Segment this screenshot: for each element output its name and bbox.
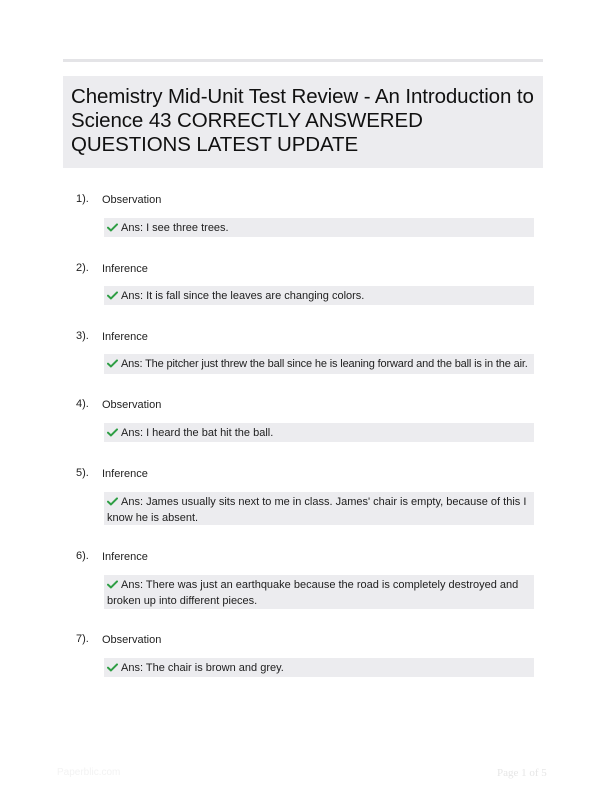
check-icon <box>107 663 118 672</box>
answer-box <box>104 354 534 374</box>
answer-box <box>104 218 534 237</box>
footer-watermark: Paperblic.com <box>57 767 121 778</box>
answer-text: Ans: I heard the bat hit the ball. <box>121 427 274 439</box>
question-prompt: Observation <box>102 634 162 646</box>
check-icon <box>107 580 118 589</box>
question-number: 4). <box>76 398 89 410</box>
answer-box <box>104 286 534 305</box>
title-banner <box>63 76 543 168</box>
page-number: Page 1 of 5 <box>497 767 547 779</box>
answer-box <box>104 423 534 442</box>
question-prompt: Observation <box>102 399 162 411</box>
answer-text: Ans: James usually sits next to me in class. James' chair is empty, because of this I know he is absent. <box>107 496 527 524</box>
top-divider <box>63 59 543 62</box>
answer-text: Ans: It is fall since the leaves are changing colors. <box>121 290 365 302</box>
check-icon <box>107 223 118 232</box>
answer-box <box>104 658 534 677</box>
answer-box <box>104 492 534 525</box>
question-prompt: Observation <box>102 194 162 206</box>
question-number: 7). <box>76 633 89 645</box>
check-icon <box>107 428 118 437</box>
answer-text: Ans: The chair is brown and grey. <box>121 662 284 674</box>
question-number: 1). <box>76 193 89 205</box>
page-title: Chemistry Mid-Unit Test Review - An Introduction to Science 43 CORRECTLY ANSWERED QUESTIONS LATEST UPDATE <box>71 85 534 156</box>
question-number: 2). <box>76 262 89 274</box>
answer-box <box>104 575 534 609</box>
question-prompt: Inference <box>102 263 148 275</box>
question-number: 3). <box>76 330 89 342</box>
question-prompt: Inference <box>102 331 148 343</box>
answer-text: Ans: The pitcher just threw the ball since he is leaning forward and the ball is in the air. <box>121 358 528 370</box>
answer-text: Ans: There was just an earthquake because the road is completely destroyed and broken up into different pieces. <box>107 579 519 607</box>
answer-text: Ans: I see three trees. <box>121 222 229 234</box>
check-icon <box>107 359 118 368</box>
question-prompt: Inference <box>102 468 148 480</box>
question-prompt: Inference <box>102 551 148 563</box>
check-icon <box>107 291 118 300</box>
question-number: 6). <box>76 550 89 562</box>
question-number: 5). <box>76 467 89 479</box>
check-icon <box>107 497 118 506</box>
